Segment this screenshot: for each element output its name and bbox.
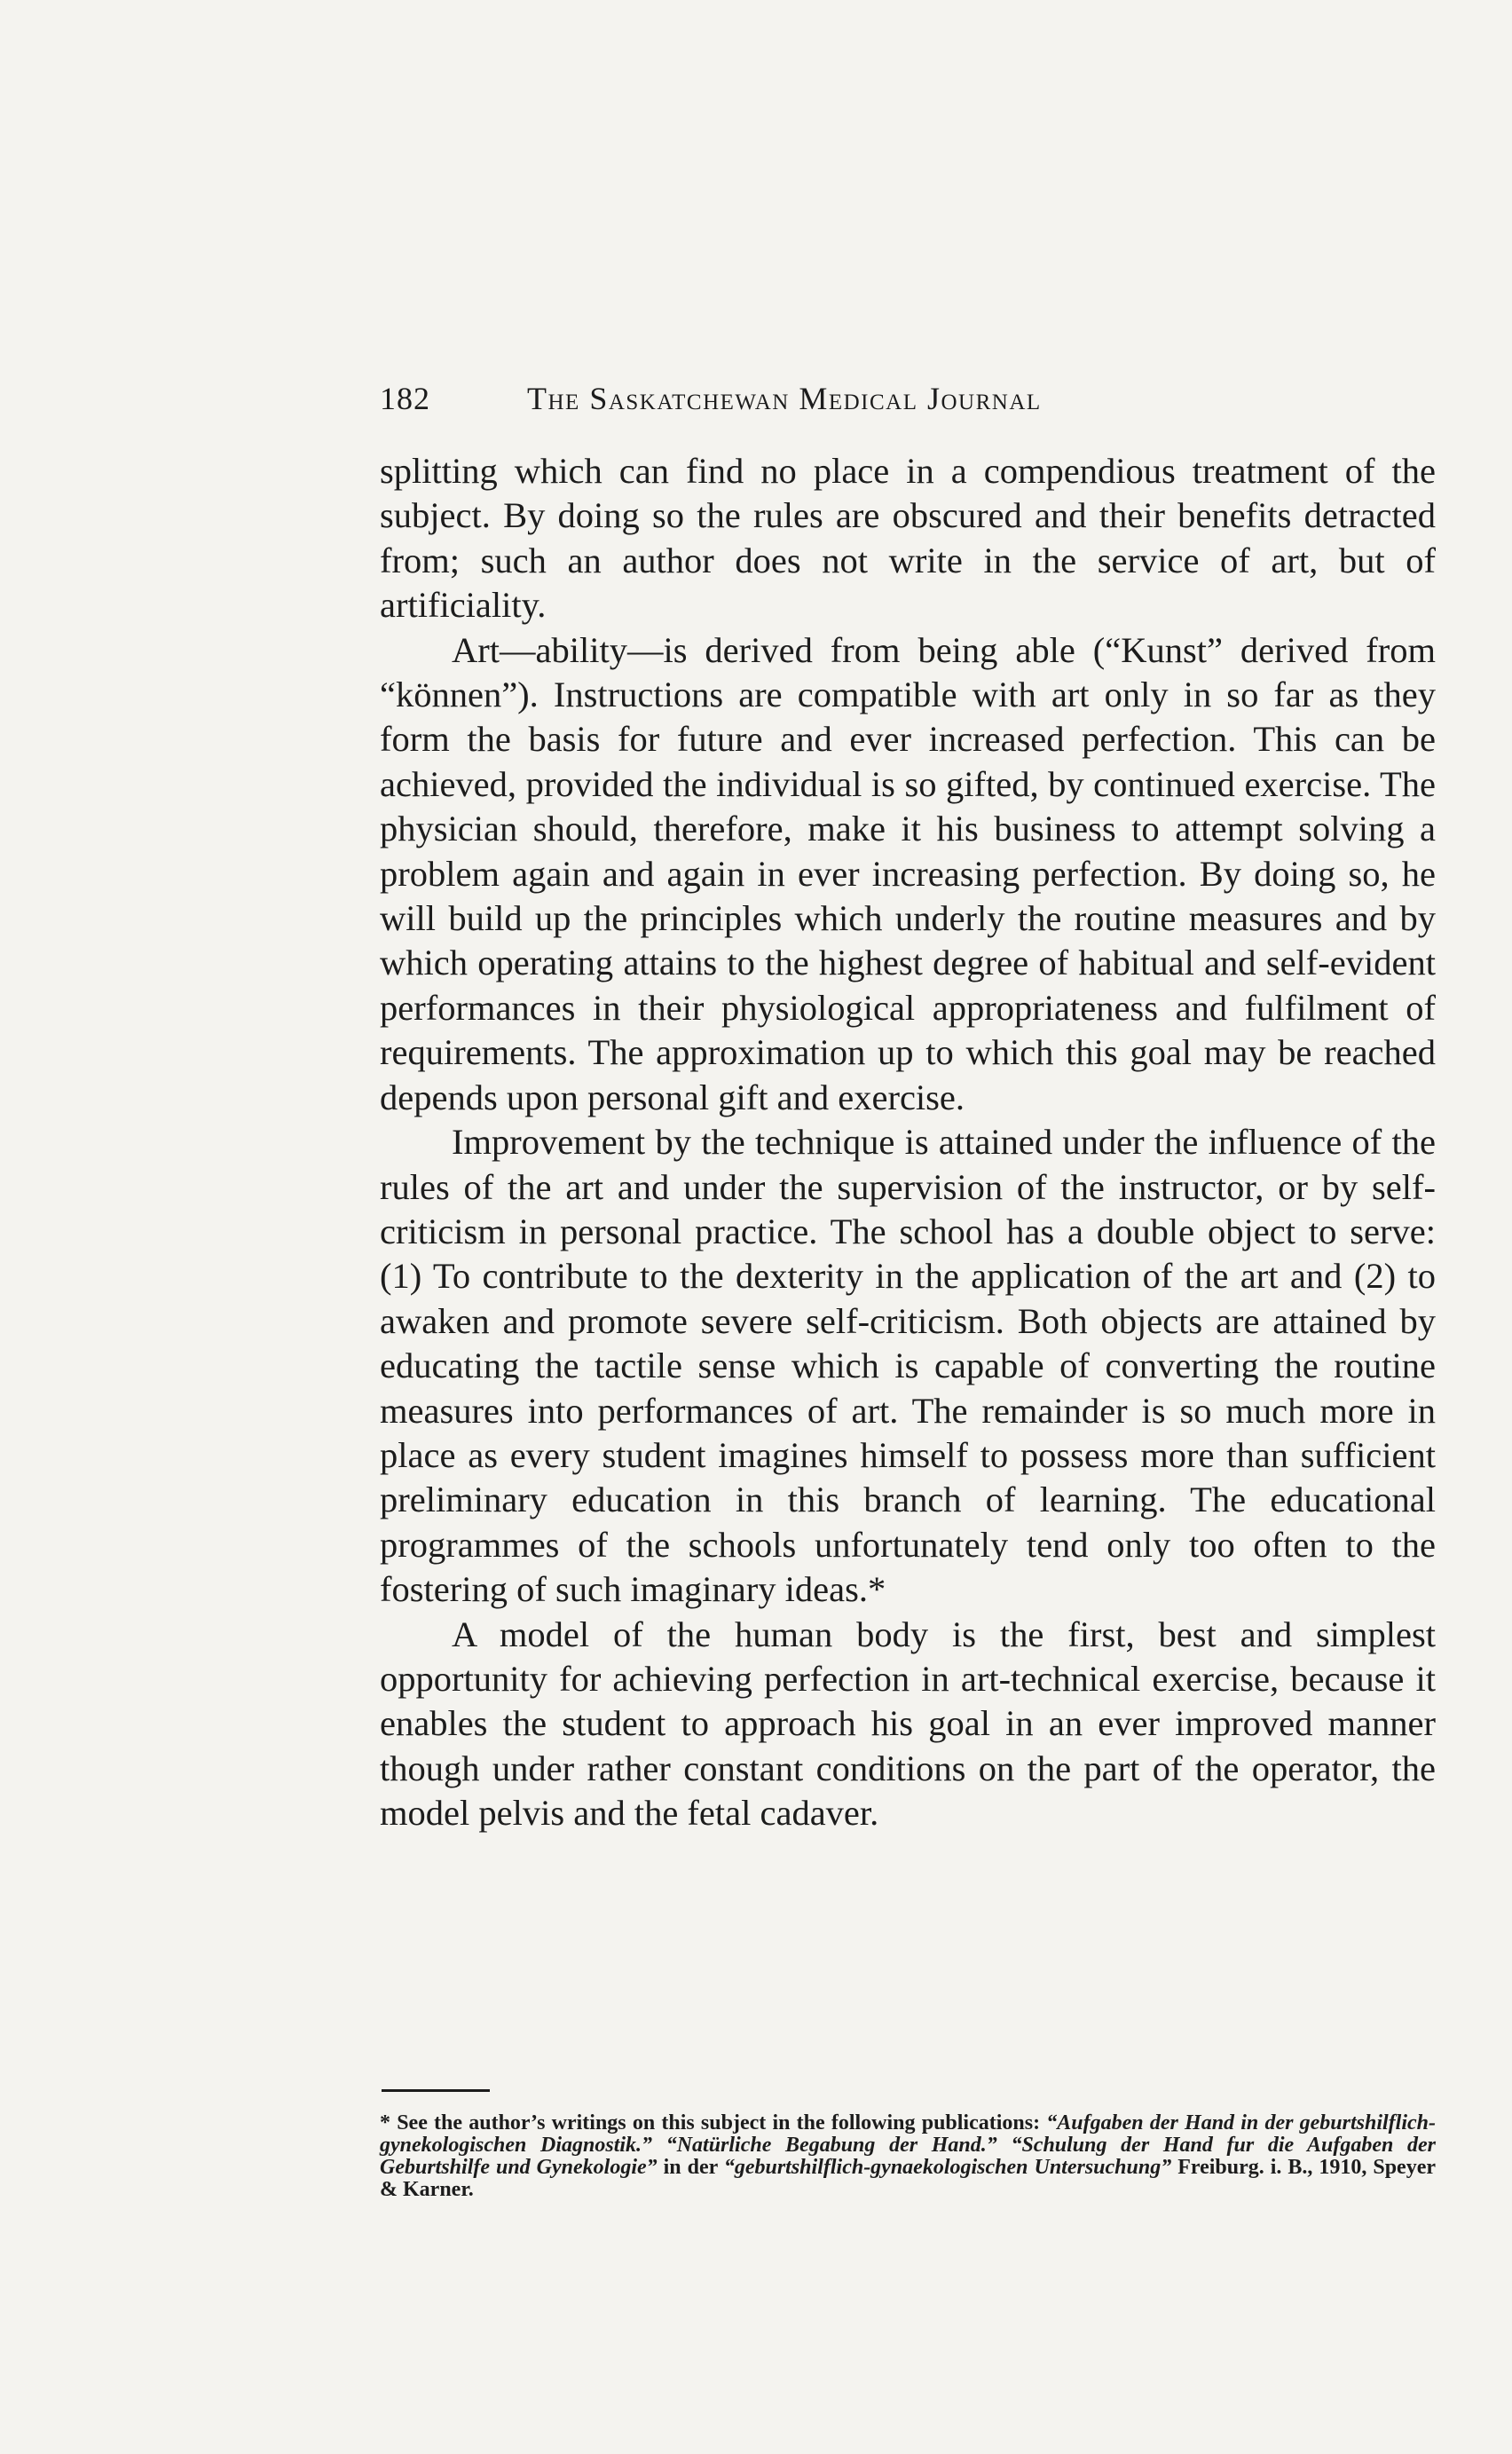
footnote: [380, 2112, 1436, 2201]
footnote-text: in der: [657, 2156, 724, 2179]
paragraph: Improvement by the technique is attained under the influence of the rules of the art and under the supervision of the instructor, or by self-criticism in personal practice. The school has a double object to serve: (1) To contribute to the dexterity in the application of the art and (2) to awaken and promote severe self-criticism. Both objects are attained by educating the tactile sense which is capable of converting the routine measures into performances of art. The remainder is so much more in place as every student imagines himself to possess more than sufficient preliminary education in this branch of learning. The educational programmes of the schools unfortunately tend only too often to the fostering of such imaginary ideas.*: [380, 1122, 1436, 1610]
running-head: [380, 376, 1445, 421]
footnote-title: “Aufgaben der Hand in der geburtshilflich-gynekologischen Diagnostik.”: [380, 2111, 1436, 2157]
footnote-divider: [382, 2089, 490, 2092]
footnote-imprint: Freiburg. i. B., 1910, Speyer & Karner.: [380, 2156, 1437, 2201]
footnote-title: “Schulung der Hand fur die Aufgaben der Geburtshilfe und Gynekologie”: [380, 2134, 1436, 2179]
journal-title: The Saskatchewan Medical Journal: [527, 381, 1042, 416]
paragraph: Art—ability—is derived from being able (“Kunst” derived from “können”). Instructions are compatible with art only in so far as they form the basis for future and ever increased perfection. This can be achieved, provided the individual is so gifted, by continued exercise. The physician should, therefore, make it his business to attempt solving a problem again and again in ever increasing perfection. By doing so, he will build up the principles which underly the routine measures and by which operating attains to the highest degree of habitual and self-evident performances in their physiological appropriateness and fulfilment of requirements. The approximation up to which this goal may be reached depends upon personal gift and exercise.: [380, 629, 1436, 1117]
page-number: 182: [380, 381, 430, 416]
paragraph: A model of the human body is the first, best and simplest opportunity for achieving perfection in art-technical exercise, because it enables the student to approach his goal in an ever improved manner though under rather constant conditions on the part of the operator, the model pelvis and the fetal cadaver.: [380, 1614, 1436, 1834]
footnote-title: “Natürliche Begabung der Hand.”: [652, 2134, 997, 2157]
footnote-title: “geburtshilflich-gynaekologischen Untersuchung”: [723, 2156, 1172, 2179]
paragraph: splitting which can find no place in a compendious treatment of the subject. By doing so the rules are obscured and their benefits detracted from; such an author does not write in the service of art, but of artificiality.: [380, 451, 1436, 626]
body-text: [380, 449, 1436, 1836]
footnote-lead: * See the author’s writings on this subject in the following publications:: [380, 2111, 1047, 2134]
